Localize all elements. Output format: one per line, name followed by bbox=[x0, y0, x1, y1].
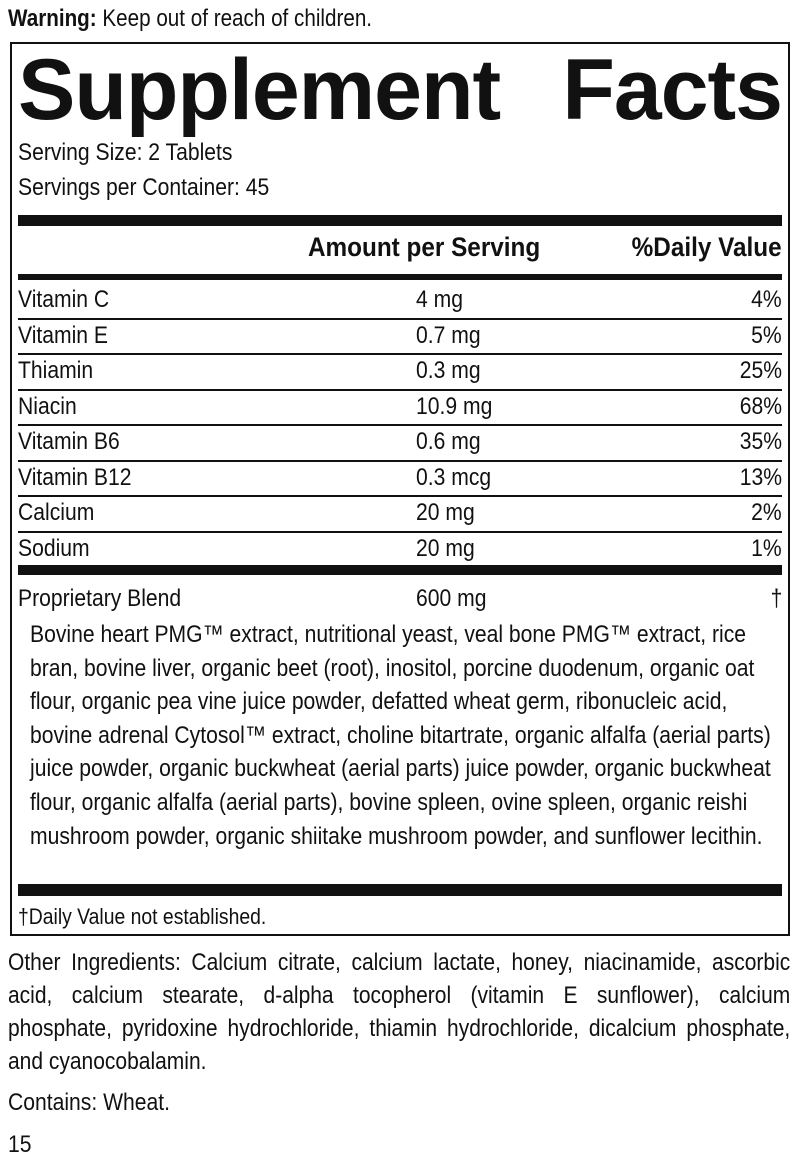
nutrient-name: Vitamin B12 bbox=[18, 463, 132, 491]
medium-divider bbox=[18, 274, 782, 280]
panel-title bbox=[18, 42, 782, 138]
nutrient-daily-value: 1% bbox=[751, 534, 782, 562]
nutrient-row bbox=[18, 283, 782, 317]
nutrient-row bbox=[18, 461, 782, 495]
nutrient-name: Vitamin C bbox=[18, 286, 110, 313]
blend-ingredients: Bovine heart PMG™ extract, nutritional yeast, veal bone PMG™ extract, rice bran, bovine liver, organic beet (root), inositol, porcine duodenum, organic oat flour, organic pea vine juice powder, defatted wheat germ, ribonucleic acid, bovine adrenal Cytosol™ extract, choline bitartrate, organic alfalfa (aerial parts) juice powder, organic buckwheat (aerial parts) juice powder, organic buckwheat flour, organic alfalfa (aerial parts), bovine spleen, ovine spleen, organic reishi mushroom powder, organic shiitake mushroom powder, and sunflower lecithin. bbox=[30, 621, 771, 850]
other-ingredients: Other Ingredients: Calcium citrate, calcium lactate, honey, niacinamide, ascorbic acid, calcium stearate, d-alpha tocopherol (vitamin E sunflower), calcium phosphate, pyridoxine hydrochloride, thiamin hydrochloride, dicalcium phosphate, and cyanocobalamin. bbox=[8, 949, 791, 1075]
serving-size: Serving Size: 2 Tablets bbox=[18, 139, 233, 166]
nutrient-name: Thiamin bbox=[18, 357, 94, 384]
nutrient-amount: 4 mg bbox=[416, 286, 463, 313]
warning-text bbox=[8, 4, 372, 34]
warning-label: Warning: bbox=[8, 5, 97, 32]
nutrient-daily-value: 5% bbox=[751, 321, 782, 349]
nutrient-row bbox=[18, 496, 782, 530]
title-word-facts: Facts bbox=[562, 42, 782, 138]
allergen-statement: Contains: Wheat. bbox=[8, 1089, 171, 1116]
nutrient-amount: 0.6 mg bbox=[416, 428, 481, 455]
nutrient-amount: 0.7 mg bbox=[416, 321, 481, 349]
nutrient-row bbox=[18, 532, 782, 566]
nutrient-row bbox=[18, 390, 782, 424]
thick-divider bbox=[18, 565, 782, 575]
nutrient-amount: 0.3 mg bbox=[416, 357, 481, 384]
nutrient-daily-value: 2% bbox=[751, 499, 782, 526]
supplement-facts-panel bbox=[10, 42, 790, 936]
nutrient-name: Vitamin B6 bbox=[18, 428, 120, 455]
blend-daily-value: † bbox=[770, 585, 782, 612]
nutrient-name: Niacin bbox=[18, 392, 77, 420]
nutrient-name: Sodium bbox=[18, 534, 90, 562]
nutrient-daily-value: 25% bbox=[739, 357, 782, 384]
thick-divider bbox=[18, 215, 782, 226]
nutrient-daily-value: 4% bbox=[751, 286, 782, 313]
warning-message: Keep out of reach of children. bbox=[96, 5, 373, 32]
nutrient-daily-value: 35% bbox=[739, 428, 782, 455]
header-amount-per-serving: Amount per Serving bbox=[308, 232, 541, 262]
title-word-supplement: Supplement bbox=[18, 42, 501, 138]
nutrient-amount: 20 mg bbox=[416, 534, 475, 562]
nutrient-name: Calcium bbox=[18, 499, 95, 526]
nutrient-name: Vitamin E bbox=[18, 321, 109, 349]
nutrient-amount: 0.3 mcg bbox=[416, 463, 492, 491]
nutrient-row bbox=[18, 319, 782, 353]
page-number: 15 bbox=[8, 1131, 32, 1158]
servings-per-container: Servings per Container: 45 bbox=[18, 174, 270, 201]
blend-name: Proprietary Blend bbox=[18, 585, 182, 612]
nutrient-daily-value: 68% bbox=[739, 392, 782, 420]
nutrient-daily-value: 13% bbox=[739, 463, 782, 491]
daily-value-footnote: †Daily Value not established. bbox=[18, 904, 267, 929]
nutrient-amount: 20 mg bbox=[416, 499, 475, 526]
nutrient-amount: 10.9 mg bbox=[416, 392, 493, 420]
nutrient-row bbox=[18, 425, 782, 459]
nutrient-row bbox=[18, 354, 782, 388]
header-daily-value: %Daily Value bbox=[632, 232, 782, 262]
thick-divider bbox=[18, 884, 782, 896]
blend-amount: 600 mg bbox=[416, 585, 487, 612]
blend-row bbox=[18, 582, 782, 616]
